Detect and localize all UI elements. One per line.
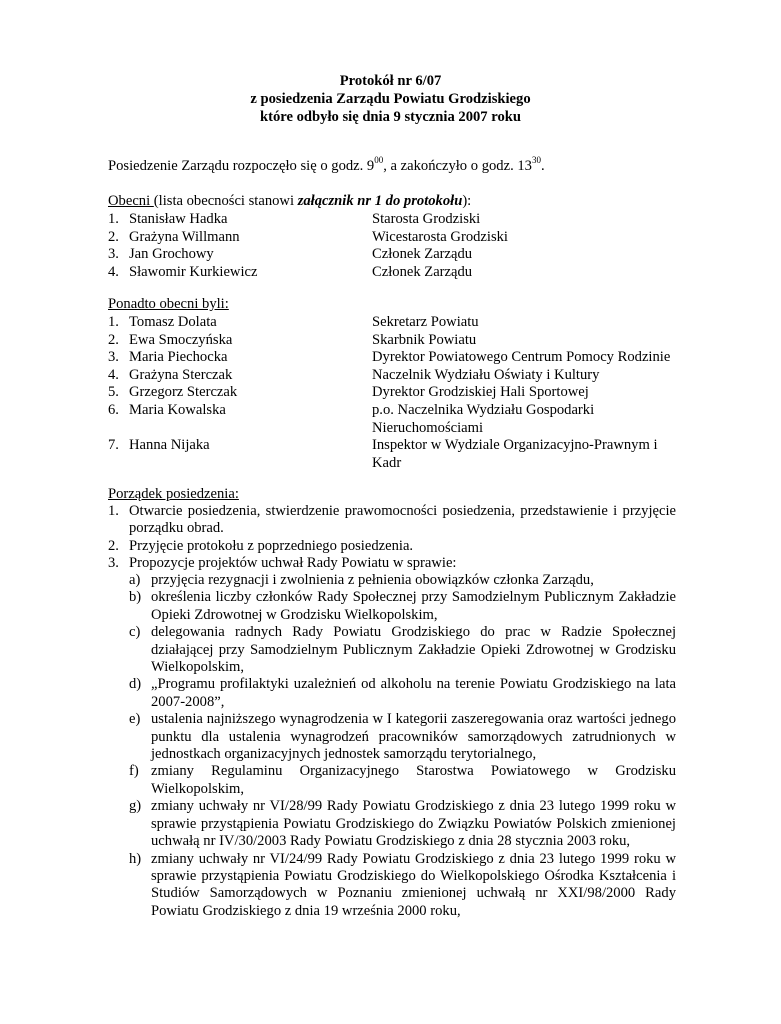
attendance-note-close: ): bbox=[462, 193, 472, 209]
resolution-number: f) bbox=[129, 763, 139, 780]
attendee-role: Naczelnik Wydziału Oświaty i Kultury bbox=[372, 366, 600, 383]
agenda-number: 1. bbox=[108, 503, 119, 519]
other-attendees-heading: Ponadto obecni byli: bbox=[108, 296, 229, 312]
resolution-item bbox=[129, 572, 676, 589]
resolution-item bbox=[129, 711, 676, 763]
attendee-role: Dyrektor Grodziskiej Hali Sportowej bbox=[372, 384, 589, 401]
attendee-role-continued: Kadr bbox=[372, 454, 402, 471]
resolution-item bbox=[129, 624, 676, 676]
attendee-name: Stanisław Hadka bbox=[129, 211, 228, 227]
attendee-role: p.o. Naczelnika Wydziału Gospodarki bbox=[372, 402, 595, 418]
attendee-number: 3. bbox=[108, 246, 119, 263]
agenda-list bbox=[108, 503, 676, 573]
resolution-item bbox=[129, 589, 676, 624]
end-time-minutes: 30 bbox=[531, 155, 541, 166]
document-subtitle: z posiedzenia Zarządu Powiatu Grodziskiego bbox=[250, 91, 531, 107]
agenda-item bbox=[108, 555, 676, 572]
period: . bbox=[540, 158, 545, 174]
resolution-text: przyjęcia rezygnacji i zwolnienia z pełnienia obowiązków członka Zarządu, bbox=[151, 572, 594, 588]
attendee-number: 7. bbox=[108, 437, 119, 454]
resolution-text: „Programu profilaktyki uzależnień od alkoholu na terenie Powiatu Grodziskiego na lata 2007-2008”, bbox=[151, 676, 676, 710]
resolution-text: delegowania radnych Rady Powiatu Grodziskiego do prac w Radzie Społecznej działającej przy Samodzielnym Publicznym Zakładzie Opieki Zdrowotnej w Grodzisku Wielkopolskim, bbox=[151, 624, 676, 676]
resolution-item bbox=[129, 676, 676, 711]
agenda-text: Przyjęcie protokołu z poprzedniego posiedzenia. bbox=[129, 537, 414, 554]
end-time-text: , a zakończyło o godz. 13 bbox=[383, 158, 532, 174]
resolution-text: zmiany uchwały nr VI/24/99 Rady Powiatu Grodziskiego z dnia 23 lutego 1999 roku w sprawie przystąpienia Powiatu Grodziskiego do Wielkopolskiego Ośrodka Kształcenia i Studiów Samorządowych w Poznaniu zmienionej uchwałą nr XXI/98/2000 Rady Powiatu Grodziskiego z dnia 19 września 2000 roku, bbox=[151, 850, 676, 919]
resolution-text: zmiany Regulaminu Organizacyjnego Starostwa Powiatowego w Grodzisku Wielkopolskim, bbox=[151, 763, 676, 797]
resolution-number: g) bbox=[129, 798, 142, 815]
attendee-name: Sławomir Kurkiewicz bbox=[129, 263, 258, 280]
attendee-role: Członek Zarządu bbox=[372, 246, 473, 263]
attendee-number: 2. bbox=[108, 331, 119, 348]
attendance-heading-label: Obecni bbox=[108, 193, 154, 209]
agenda-item bbox=[108, 503, 676, 538]
agenda-heading: Porządek posiedzenia: bbox=[108, 486, 239, 502]
attendance-heading bbox=[108, 193, 471, 210]
attendee-role: Skarbnik Powiatu bbox=[372, 331, 477, 348]
resolution-text: zmiany uchwały nr VI/28/99 Rady Powiatu Grodziskiego z dnia 23 lutego 1999 roku w sprawie przystąpienia Powiatu Grodziskiego do Związku Powiatów Polskich zmienionej uchwałą nr IV/30/2003 Rady Powiatu Grodziskiego z dnia 28 stycznia 2003 roku, bbox=[151, 798, 676, 850]
agenda-number: 3. bbox=[108, 555, 119, 572]
attendee-number: 4. bbox=[108, 263, 119, 280]
attendee-role: Wicestarosta Grodziski bbox=[372, 228, 508, 245]
agenda-text: Otwarcie posiedzenia, stwierdzenie prawomocności posiedzenia, przedstawienie i przyjęcie porządku obrad. bbox=[129, 503, 676, 537]
attendee-name: Grażyna Willmann bbox=[129, 228, 240, 245]
attendee-number: 5. bbox=[108, 384, 119, 401]
agenda-number: 2. bbox=[108, 537, 119, 554]
attendee-role: Członek Zarządu bbox=[372, 263, 473, 280]
attendee-role: Sekretarz Powiatu bbox=[372, 314, 479, 330]
start-time-minutes: 00 bbox=[374, 155, 384, 166]
attendee-role-continued: Nieruchomościami bbox=[372, 419, 484, 436]
resolution-number: b) bbox=[129, 589, 142, 606]
attendee-role: Starosta Grodziski bbox=[372, 211, 481, 227]
attendee-name: Ewa Smoczyńska bbox=[129, 331, 233, 348]
agenda-item bbox=[108, 538, 676, 555]
document-title: Protokół nr 6/07 bbox=[339, 73, 442, 89]
resolution-number: e) bbox=[129, 711, 141, 728]
attendee-name: Maria Piechocka bbox=[129, 349, 228, 366]
attendee-number: 6. bbox=[108, 402, 119, 418]
attachment-reference: załącznik nr 1 do protokołu bbox=[297, 193, 463, 209]
attendee-number: 3. bbox=[108, 349, 119, 366]
session-time-paragraph bbox=[108, 155, 545, 175]
agenda-text: Propozycje projektów uchwał Rady Powiatu w sprawie: bbox=[129, 555, 457, 572]
attendee-name: Maria Kowalska bbox=[129, 402, 226, 418]
attendee-name: Jan Grochowy bbox=[129, 246, 214, 263]
attendee-number: 1. bbox=[108, 314, 119, 330]
attendee-name: Hanna Nijaka bbox=[129, 437, 210, 454]
attendee-role: Inspektor w Wydziale Organizacyjno-Prawnym i bbox=[372, 437, 658, 454]
resolution-number: h) bbox=[129, 850, 142, 867]
resolution-number: c) bbox=[129, 624, 141, 641]
resolution-number: d) bbox=[129, 676, 142, 693]
attendee-name: Tomasz Dolata bbox=[129, 314, 217, 330]
attendee-number: 1. bbox=[108, 211, 119, 227]
attendee-name: Grażyna Sterczak bbox=[129, 366, 233, 383]
document-date-line: które odbyło się dnia 9 stycznia 2007 roku bbox=[260, 109, 521, 125]
resolution-item bbox=[129, 798, 676, 850]
attendee-number: 4. bbox=[108, 366, 119, 383]
attendee-number: 2. bbox=[108, 228, 119, 245]
attendee-name: Grzegorz Sterczak bbox=[129, 384, 238, 401]
resolution-item bbox=[129, 851, 676, 921]
start-time-text: Posiedzenie Zarządu rozpoczęło się o godz. 9 bbox=[108, 158, 375, 174]
attendee-role: Dyrektor Powiatowego Centrum Pomocy Rodzinie bbox=[372, 349, 671, 366]
resolution-item bbox=[129, 763, 676, 798]
resolution-number: a) bbox=[129, 572, 141, 588]
resolution-text: określenia liczby członków Rady Społecznej przy Samodzielnym Publicznym Zakładzie Opieki Zdrowotnej w Grodzisku Wielkopolskim, bbox=[151, 589, 676, 623]
resolutions-sublist bbox=[129, 572, 676, 920]
attendance-note-open: (lista obecności stanowi bbox=[153, 193, 298, 209]
resolution-text: ustalenia najniższego wynagrodzenia w I kategorii zaszeregowania oraz wartości jednego punktu dla ustalenia wynagrodzeń pracowników samorządowych zatrudnionych w jednostkach organizacyjnych jednostek samorządu terytorialnego, bbox=[151, 711, 676, 763]
